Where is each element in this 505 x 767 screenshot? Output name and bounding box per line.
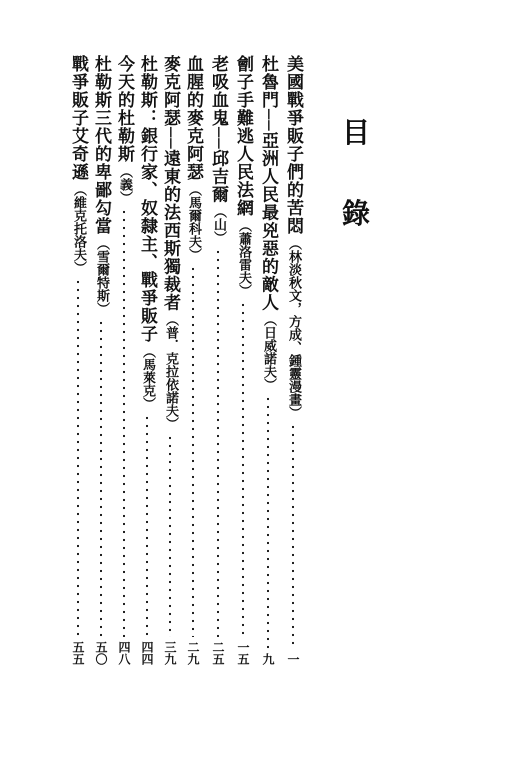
dot-leader [242,301,244,637]
dot-leader [146,414,148,637]
entry-title: 杜勒斯：銀行家、奴隸主、戰爭販子 [137,55,157,343]
dot-leader [267,395,269,649]
dot-leader [169,434,171,637]
entry-page-number: 四八 [117,641,131,665]
entry-author: （蕭洛雷夫） [236,219,251,297]
dot-leader [100,319,102,637]
entry-title: 麥克阿瑟──遠東的法西斯獨裁者 [160,55,180,312]
toc-entry[interactable] [182,55,204,665]
toc-entry[interactable] [159,55,181,665]
toc-entry[interactable] [232,55,254,665]
entry-title: 杜魯門──亞洲人民最兇惡的敵人 [258,55,278,312]
dot-leader [292,423,294,649]
entry-page-number: 五五 [71,641,85,665]
entry-page-number: 二五 [211,641,225,665]
toc-entry[interactable] [90,55,112,665]
entry-author: （林淡秋文，方成、鍾靈漫畫） [286,237,301,419]
entry-author: （普．克拉依諾夫） [163,313,178,431]
toc-heading-char-2: 錄 [341,197,370,230]
entry-page-number: 二九 [186,641,200,665]
entry-page-number: 五〇 [94,641,108,665]
entry-author: （馬爾科夫） [186,183,201,261]
toc-entry[interactable] [207,55,229,665]
dot-leader [123,208,125,637]
entry-title: 今天的杜勒斯 [114,55,134,163]
dot-leader [77,278,79,637]
entry-author: （雪爾特斯） [94,237,109,315]
entry-title: 老吸血鬼──邱吉爾 [208,55,228,204]
toc-entry[interactable] [257,55,279,665]
entry-page-number: 四四 [140,641,154,665]
entry-author: （維克托洛夫） [71,183,86,274]
entry-title: 杜勒斯三代的卑鄙勾當 [91,55,111,235]
entry-title: 血腥的麥克阿瑟 [183,55,203,181]
entry-title: 美國戰爭販子們的苦悶 [283,55,303,235]
dot-leader [192,265,194,637]
dot-leader [217,248,219,637]
entry-author: （日威諾夫） [261,313,276,392]
entry-author: （山） [211,205,226,245]
entry-author: （馬萊克） [140,345,155,410]
toc-entry[interactable] [136,55,158,665]
entry-page-number: 一 [286,653,300,665]
entry-author: （義） [117,165,132,204]
entry-page-number: 一五 [236,641,250,665]
toc-entry[interactable] [113,55,135,665]
entry-page-number: 九 [261,653,275,665]
entry-title: 劊子手難逃人民法網 [233,55,253,217]
entry-page-number: 三九 [163,641,177,665]
toc-entry[interactable] [282,55,304,665]
entry-title: 戰爭販子艾奇遜 [68,55,88,181]
toc-entry[interactable] [67,55,89,665]
toc-heading-char-1: 目 [341,116,370,149]
